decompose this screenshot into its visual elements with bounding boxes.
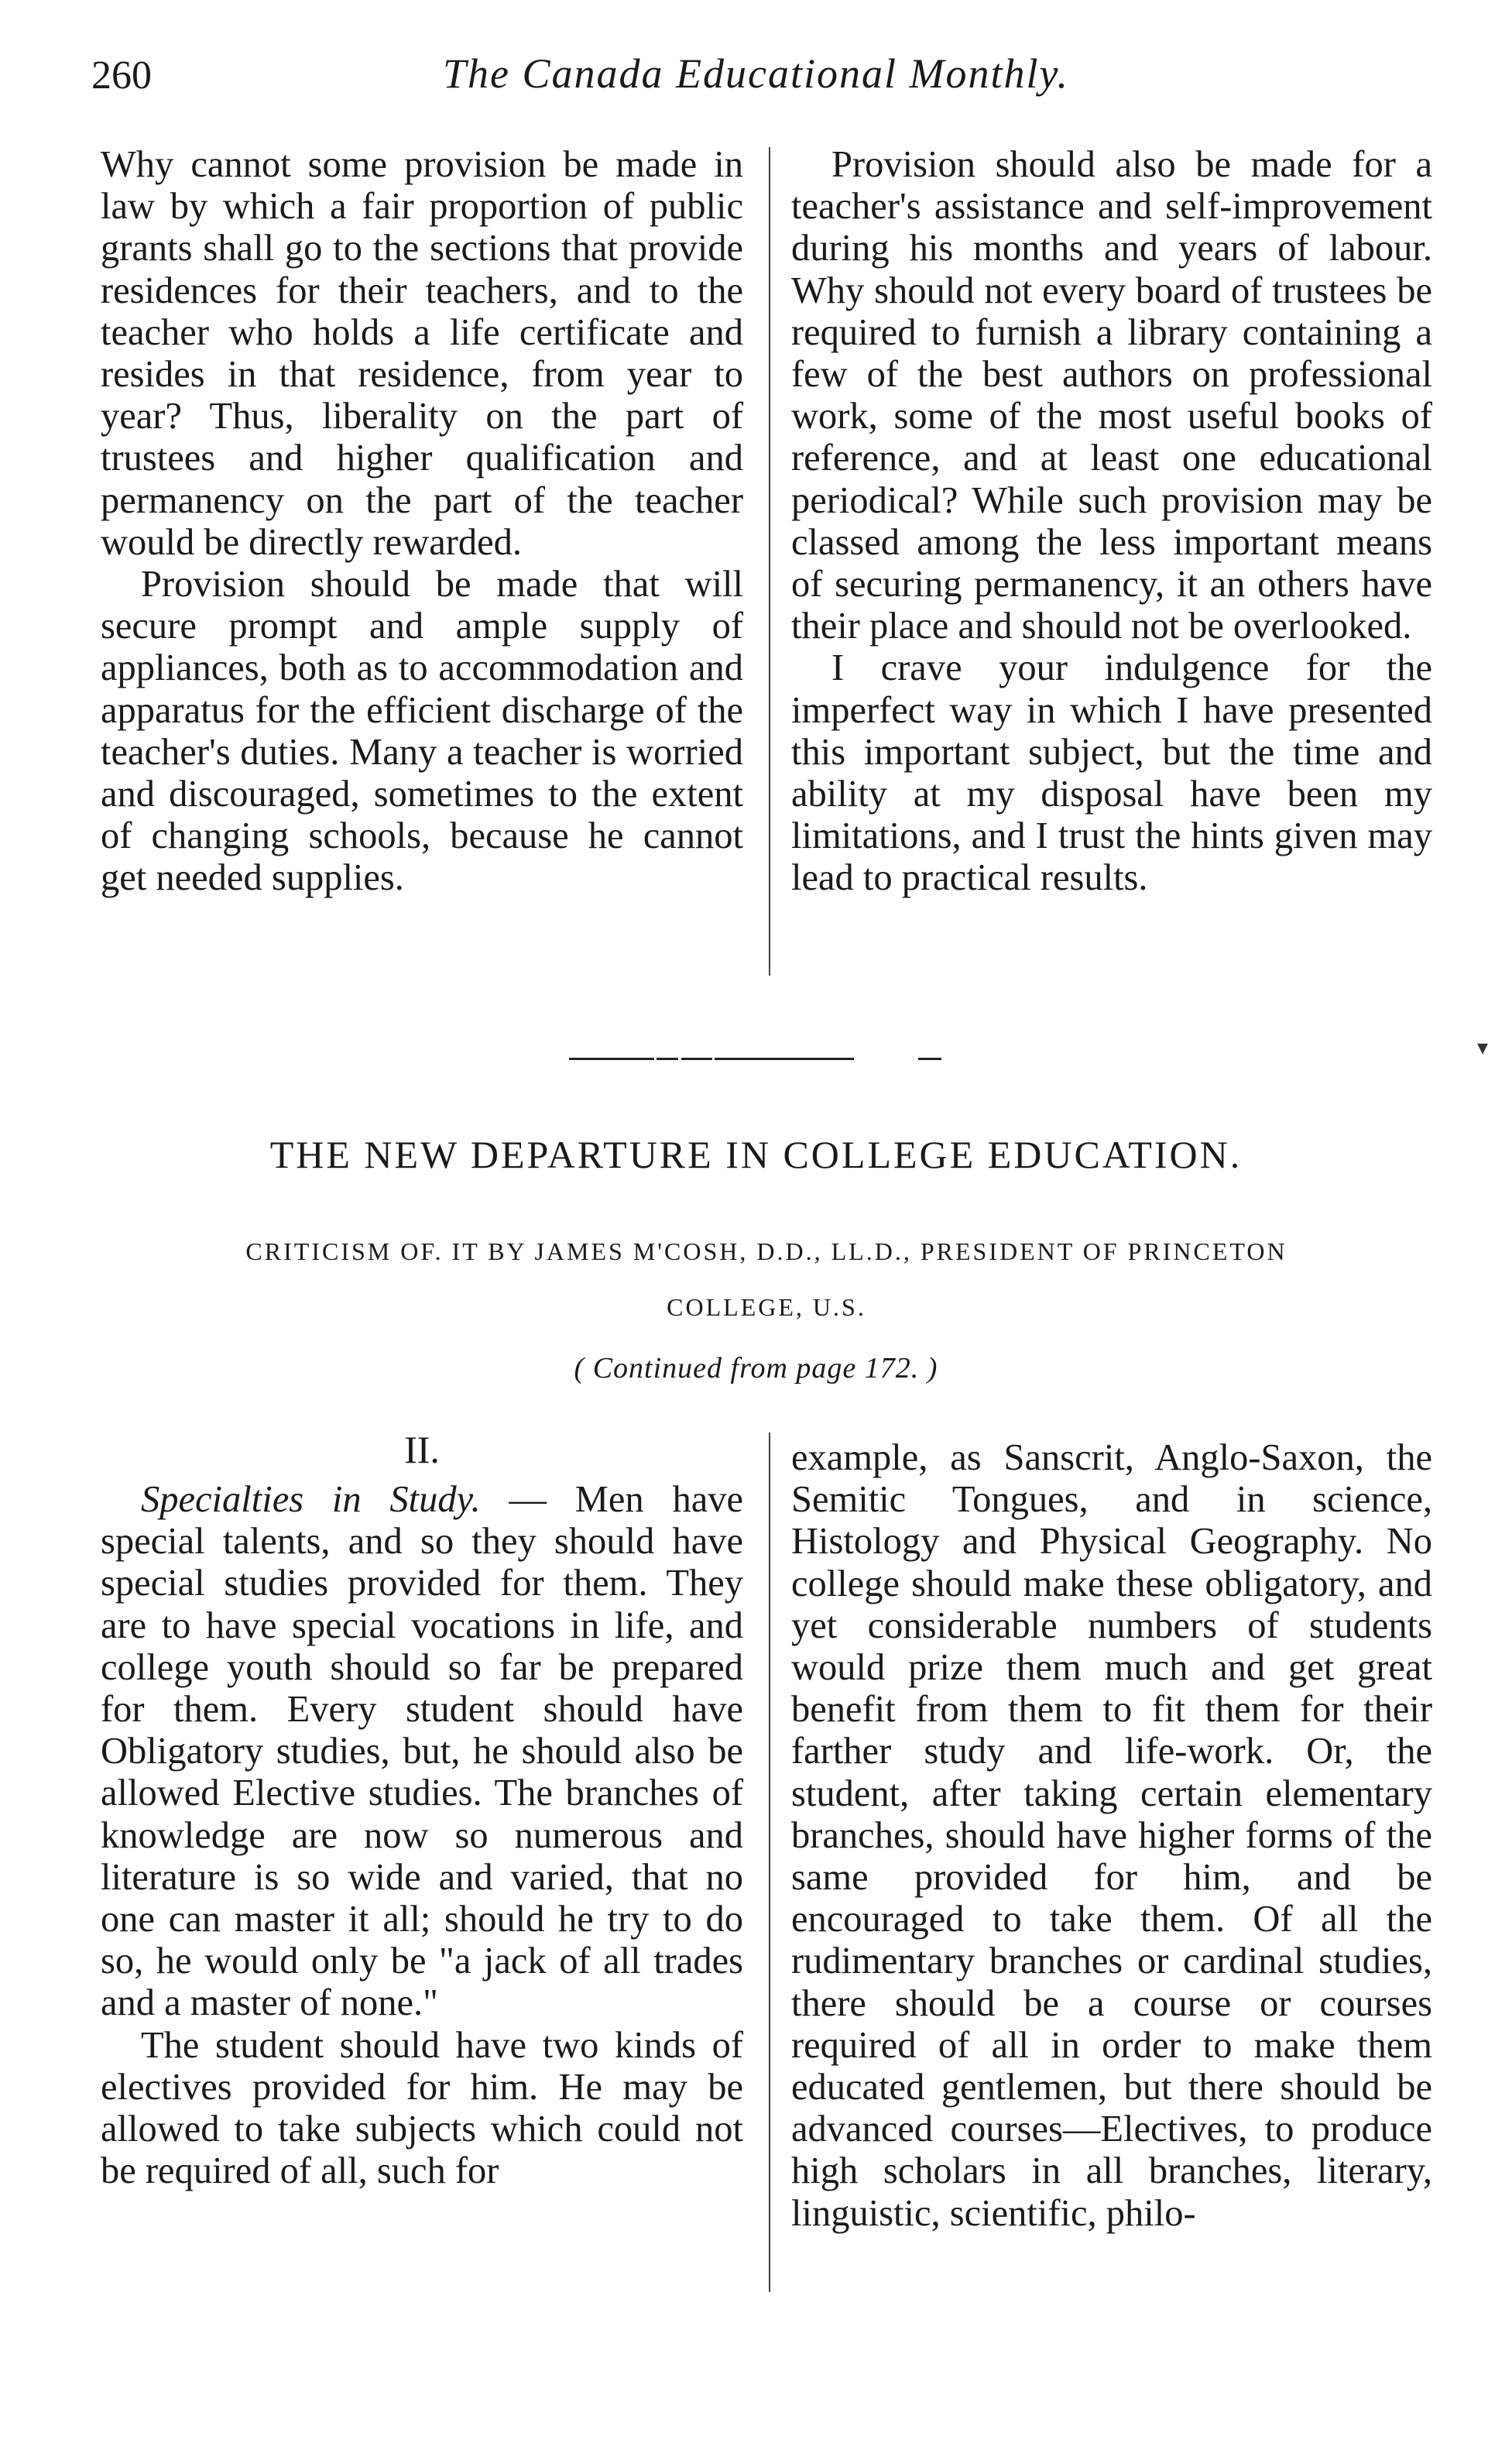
column-divider [769,1433,770,2292]
page-number: 260 [91,53,152,98]
paragraph: Why cannot some provision be made in law by which a fair proportion of public grants shall go to the sections that provide residences for their teachers, and to the teacher who holds a life certificate and resides in that residence, from year to year? Thus, liberality on the part of trustees and higher qualification and permanency on the part of the teacher would be directly rewarded. [101,144,743,563]
separator-rule [681,1058,712,1060]
paragraph: example, as Sanscrit, Anglo-Saxon, the Semitic Tongues, and in science, Histology and Physical Geography. No college should make these obligatory, and yet considerable numbers of students would prize them much and get great benefit from them to fit them for their farther study and life-work. Or, the student, after taking certain elementary branches, should have higher forms of the same provided for him, and be encouraged to take them. Of all the rudimentary branches or cardinal studies, there should be a course or courses required of all in order to make them educated gentlemen, but there should be advanced courses—Electives, to produce high scholars in all branches, literary, linguistic, scientific, philo- [791,1437,1432,2234]
subtitle-line: COLLEGE, U.S. [667,1293,866,1321]
paragraph: The student should have two kinds of electives provided for him. He may be allowed to take subjects which could not be required of all, such for [101,2024,743,2192]
separator-rule [657,1058,678,1060]
margin-mark: ▾ [1477,1036,1489,1060]
subtitle-line: CRITICISM OF. IT BY JAMES M'COSH, D.D., LL.D., PRESIDENT OF PRINCETON [245,1237,1287,1265]
article-title: THE NEW DEPARTURE IN COLLEGE EDUCATION. [269,1133,1243,1176]
bottom-left-column [101,1479,743,2192]
paragraph-text: — Men have special talents, and so they should have special studies provided for them. They are to have special vocations in life, and college youth should so far be prepared for them. Every student should have Obligatory studies, but, he should also be allowed Elective studies. The branches of knowledge are now so numerous and literature is so wide and varied, that no one can master it all; should he try to do so, he would only be "a jack of all trades and a master of none." [101,1479,743,2024]
column-divider [769,147,770,976]
separator-rule [569,1058,654,1060]
top-left-column [101,144,743,900]
paragraph [101,1479,743,2025]
paragraph: Provision should also be made for a teacher's assistance and self-improvement during his months and years of labour. Why should not every board of trustees be required to furnish a library containing a few of the best authors on professional work, some of the most useful books of reference, and at least one educational periodical? While such provision may be classed among the less important means of securing permanency, it an others have their place and should not be overlooked. [791,144,1432,647]
bottom-right-column [791,1437,1432,2235]
section-number: II. [404,1428,440,1471]
separator-rule [918,1058,941,1060]
running-title: The Canada Educational Monthly. [443,50,1069,97]
run-in-heading: Specialties in Study. [141,1479,481,1520]
paragraph: Provision should be made that will secure prompt and ample supply of appliances, both as to accommodation and apparatus for the efficient discharge of the teacher's duties. Many a teacher is worried and discouraged, sometimes to the extent of changing schools, because he cannot get needed supplies. [101,564,743,899]
separator-rule [715,1058,854,1060]
paragraph: I crave your indulgence for the imperfect way in which I have presented this important subject, but the time and ability at my disposal have been my limitations, and I trust the hints given may lead to practical results. [791,647,1432,899]
top-right-column [791,144,1432,900]
article-subtitle [99,1223,1434,1335]
continued-note: ( Continued from page 172. ) [574,1352,938,1384]
page-header [0,45,1512,115]
